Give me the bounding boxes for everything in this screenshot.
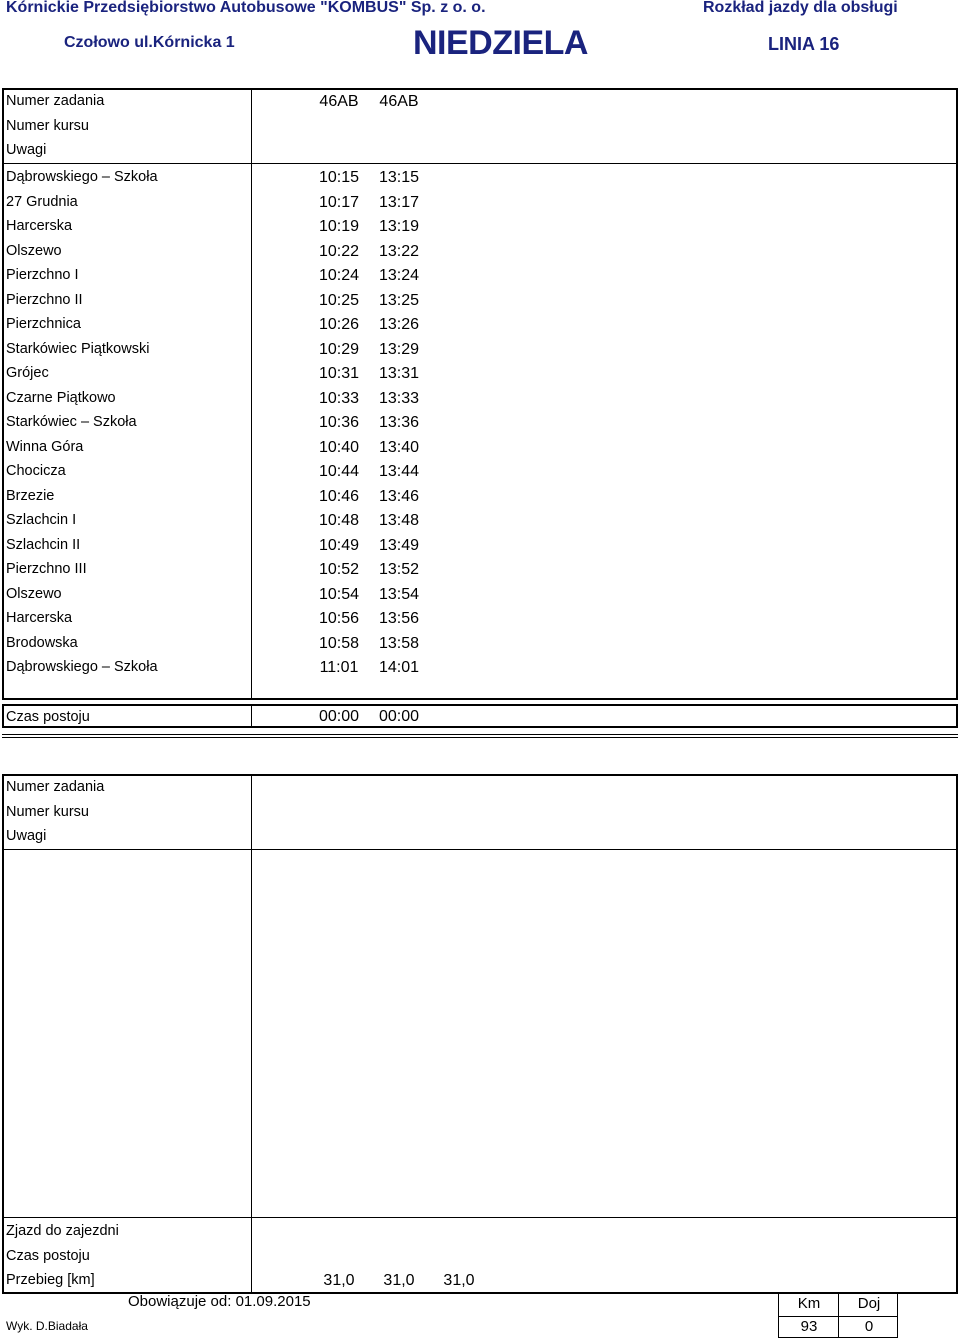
stop-row (4, 656, 956, 681)
departure-time: 10:52 (318, 561, 360, 578)
departure-time: 13:48 (378, 512, 420, 529)
stop-name: Dąbrowskiego – Szkoła (6, 169, 158, 185)
departure-time: 11:01 (319, 659, 359, 676)
course-number-label: Numer kursu (6, 117, 89, 134)
task-value: 46AB (319, 93, 359, 110)
departure-time: 10:56 (318, 610, 360, 627)
stop-name: Harcerska (6, 610, 73, 626)
task-number-label: Numer zadania (6, 779, 105, 795)
departure-time: 10:48 (318, 512, 360, 529)
stop-row (4, 534, 956, 559)
departure-time: 10:15 (318, 169, 360, 186)
mileage-value: 31,0 (323, 1272, 355, 1289)
departure-time: 10:33 (318, 389, 360, 407)
section-divider (2, 734, 958, 735)
stop-name: Harcerska (6, 218, 73, 234)
company-name: Kórnickie Przedsiębiorstwo Autobusowe "KOMBUS" Sp. z o. o. (6, 0, 486, 16)
timetable-secondary (2, 774, 958, 1294)
stop-name: Dąbrowskiego – Szkoła (6, 659, 158, 675)
departure-time: 10:26 (318, 316, 360, 333)
valid-from-text: Obowiązuje od: 01.09.2015 (128, 1293, 311, 1310)
stop-row (4, 485, 956, 510)
departure-time: 13:58 (378, 634, 420, 652)
departure-time: 13:29 (378, 340, 420, 358)
departure-time: 10:54 (318, 585, 360, 603)
line-number: LINIA 16 (768, 34, 840, 54)
stop-time-value: 00:00 (318, 708, 360, 725)
stop-row (4, 191, 956, 216)
stop-name: Czarne Piątkowo (6, 389, 116, 406)
stop-row (4, 338, 956, 363)
depot-address: Czołowo ul.Kórnicka 1 (64, 34, 235, 51)
notes-row (4, 825, 956, 850)
departure-time: 13:24 (378, 267, 420, 284)
column-divider (251, 776, 252, 1292)
stop-name: Pierzchno II (6, 291, 83, 308)
stop-time-row (4, 1245, 956, 1270)
departure-time: 10:17 (318, 193, 360, 211)
stop-row (4, 362, 956, 387)
column-divider (251, 706, 252, 726)
stop-row (4, 460, 956, 485)
doj-value: 0 (864, 1318, 874, 1335)
departure-time: 10:31 (318, 365, 360, 382)
stop-row (4, 240, 956, 265)
notes-label: Uwagi (6, 828, 47, 844)
stop-name: Winna Góra (6, 438, 84, 455)
stop-row (4, 607, 956, 632)
depot-return-label: Zjazd do zajezdni (6, 1223, 119, 1239)
departure-time: 10:44 (318, 463, 360, 480)
stop-name: Olszewo (6, 242, 62, 259)
row-divider (4, 1217, 956, 1218)
departure-time: 10:22 (318, 242, 360, 260)
stop-name: Pierzchno III (6, 561, 87, 577)
departure-time: 13:49 (378, 536, 420, 554)
stop-time-label: Czas postoju (6, 709, 90, 725)
stop-row (4, 313, 956, 338)
departure-time: 10:25 (318, 291, 360, 309)
departure-time: 13:44 (378, 463, 420, 480)
course-number-label: Numer kursu (6, 803, 89, 820)
document-title: Rozkład jazdy dla obsługi (703, 0, 898, 16)
departure-time: 10:49 (318, 536, 360, 554)
departure-time: 10:46 (318, 487, 360, 505)
departure-time: 10:19 (318, 218, 360, 235)
doj-label: Doj (857, 1295, 881, 1312)
departure-time: 13:36 (378, 414, 420, 431)
departure-time: 13:56 (378, 610, 420, 627)
departure-time: 14:01 (378, 659, 420, 676)
mileage-value: 31,0 (383, 1272, 415, 1289)
departure-time: 13:22 (378, 242, 420, 260)
stop-name: Pierzchno I (6, 267, 79, 283)
departure-time: 13:26 (378, 316, 420, 333)
stop-name: Starkówiec Piątkowski (6, 340, 150, 357)
departure-time: 10:58 (318, 634, 360, 652)
stop-name: Szlachcin I (6, 512, 77, 528)
stop-name: Grójec (6, 365, 49, 381)
course-number-row (4, 801, 956, 826)
departure-time: 13:25 (378, 291, 420, 309)
section-divider (2, 737, 958, 738)
stop-name: Pierzchnica (6, 316, 81, 332)
depot-return-row (4, 1220, 956, 1245)
stop-row (4, 289, 956, 314)
stop-row (4, 264, 956, 289)
stop-name: Brodowska (6, 634, 78, 651)
stop-name: Chocicza (6, 463, 66, 479)
course-number-row (4, 115, 956, 140)
mileage-row (4, 1269, 956, 1294)
stop-name: 27 Grudnia (6, 193, 78, 210)
stop-row (4, 387, 956, 412)
departure-time: 10:40 (318, 438, 360, 456)
stop-row (4, 166, 956, 191)
task-number-label: Numer zadania (6, 93, 105, 109)
notes-row (4, 139, 956, 164)
author-text: Wyk. D.Biadała (6, 1319, 88, 1333)
task-value: 46AB (379, 93, 419, 110)
departure-time: 13:46 (378, 487, 420, 505)
stop-time-label: Czas postoju (6, 1247, 90, 1264)
stop-row (4, 558, 956, 583)
task-number-row (4, 90, 956, 115)
departure-time: 13:52 (378, 561, 420, 578)
stop-name: Starkówiec – Szkoła (6, 414, 137, 430)
stop-row (4, 215, 956, 240)
stop-row (4, 509, 956, 534)
stop-time-value: 00:00 (378, 708, 420, 725)
summary-box (778, 1292, 898, 1338)
km-label: Km (797, 1295, 821, 1312)
stop-row (4, 436, 956, 461)
task-number-row (4, 776, 956, 801)
mileage-label: Przebieg [km] (6, 1272, 95, 1288)
stop-row (4, 583, 956, 608)
stop-name: Brzezie (6, 487, 55, 504)
departure-time: 13:54 (378, 585, 420, 603)
departure-time: 13:17 (378, 193, 420, 211)
timetable-main (2, 88, 958, 700)
departure-time: 13:33 (378, 389, 420, 407)
stop-row (4, 411, 956, 436)
departure-time: 13:31 (378, 365, 420, 382)
stop-time-row (2, 704, 958, 728)
stop-name: Szlachcin II (6, 536, 81, 553)
mileage-value: 31,0 (443, 1272, 475, 1289)
departure-time: 10:36 (318, 414, 360, 431)
stop-row (4, 632, 956, 657)
departure-time: 10:29 (318, 340, 360, 358)
km-value: 93 (800, 1318, 818, 1335)
stop-name: Olszewo (6, 585, 62, 602)
departure-time: 13:40 (378, 438, 420, 456)
departure-time: 10:24 (318, 267, 360, 284)
notes-label: Uwagi (6, 142, 47, 158)
departure-time: 13:19 (378, 218, 420, 235)
day-heading: NIEDZIELA (413, 24, 588, 62)
departure-time: 13:15 (378, 169, 420, 186)
